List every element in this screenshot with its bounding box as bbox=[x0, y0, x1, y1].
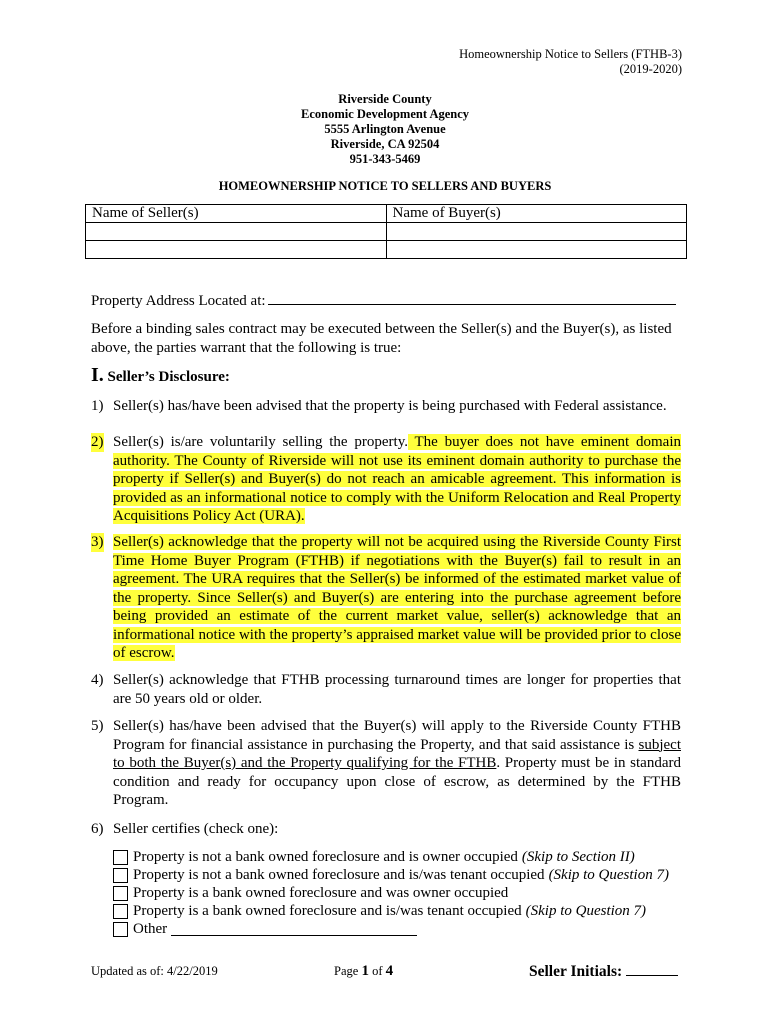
page-indicator bbox=[334, 963, 393, 980]
option-row bbox=[113, 866, 669, 884]
option-skip-note: (Skip to Question 7) bbox=[548, 866, 669, 883]
agency-block bbox=[0, 92, 770, 167]
option-skip-note: (Skip to Question 7) bbox=[525, 902, 647, 919]
option-row bbox=[113, 902, 669, 920]
section-numeral: I. bbox=[91, 364, 104, 386]
seller-name-header: Name of Seller(s) bbox=[86, 205, 387, 223]
page-prefix: Page bbox=[334, 964, 359, 978]
property-address-field[interactable] bbox=[268, 290, 676, 305]
item-text-underlined: subject to both the Buyer(s) and the Property qualifying for the FTHB bbox=[113, 736, 681, 771]
buyer-name-header: Name of Buyer(s) bbox=[386, 205, 687, 223]
agency-phone: 951-343-5469 bbox=[349, 152, 421, 166]
seller-name-field[interactable] bbox=[86, 241, 387, 259]
other-checkbox[interactable] bbox=[113, 922, 128, 937]
item-text-highlighted: The buyer does not have eminent domain authority. The County of Riverside will not use its eminent domain authority to purchase the property if Seller(s) and Buyer(s) do not reach an amicable agreement. This information is provided as an informational notice to comply with the Uniform Relocation and Real Property Acquisitions Policy Act (URA). bbox=[113, 434, 681, 524]
document-title: HOMEOWNERSHIP NOTICE TO SELLERS AND BUYERS bbox=[218, 179, 552, 193]
agency-name: Economic Development Agency bbox=[300, 107, 470, 121]
intro-paragraph: Before a binding sales contract may be executed between the Seller(s) and the Buyer(s), as listed above, the parties warrant that the following is true: bbox=[91, 321, 672, 356]
names-header-row bbox=[86, 205, 687, 223]
section-heading bbox=[91, 364, 230, 387]
page-number: 1 bbox=[361, 963, 369, 979]
other-text-field[interactable] bbox=[171, 922, 417, 936]
page-of: of bbox=[372, 964, 383, 978]
names-row bbox=[86, 241, 687, 259]
form-name: Homeownership Notice to Sellers (FTHB-3) bbox=[459, 47, 682, 61]
item-number: 4) bbox=[91, 672, 104, 688]
option-row-other bbox=[113, 920, 669, 938]
disclosure-item-6 bbox=[91, 820, 681, 839]
option-row bbox=[113, 884, 669, 902]
disclosure-item-1 bbox=[91, 397, 681, 416]
option-checkbox[interactable] bbox=[113, 904, 128, 919]
disclosure-item-2 bbox=[91, 433, 681, 526]
option-label: Property is a bank owned foreclosure and was owner occupied bbox=[133, 884, 509, 901]
item-number: 3) bbox=[91, 534, 104, 550]
form-header bbox=[459, 47, 682, 77]
buyer-name-field[interactable] bbox=[386, 241, 687, 259]
form-years: (2019-2020) bbox=[619, 62, 682, 76]
disclosure-item-3 bbox=[91, 533, 681, 663]
option-checkbox[interactable] bbox=[113, 868, 128, 883]
item-text bbox=[113, 533, 681, 663]
item-number: 6) bbox=[91, 821, 104, 837]
property-address-row bbox=[91, 290, 676, 310]
seller-initials bbox=[529, 961, 678, 981]
buyer-name-field[interactable] bbox=[386, 223, 687, 241]
option-checkbox[interactable] bbox=[113, 886, 128, 901]
agency-city: Riverside, CA 92504 bbox=[330, 137, 440, 151]
item-number: 2) bbox=[91, 434, 104, 450]
item-number: 1) bbox=[91, 398, 104, 414]
option-label: Property is not a bank owned foreclosure and is/was tenant occupied bbox=[133, 866, 545, 883]
seller-initials-label: Seller Initials: bbox=[529, 963, 623, 980]
updated-date: Updated as of: 4/22/2019 bbox=[91, 964, 218, 978]
option-skip-note: (Skip to Section II) bbox=[521, 848, 635, 865]
names-row bbox=[86, 223, 687, 241]
item-text: Seller(s) acknowledge that FTHB processing turnaround times are longer for properties that are 50 years old or older. bbox=[113, 672, 681, 707]
item-text-plain: . Property must be in standard condition and ready for occupancy upon close of escrow, as determined by the FTHB Program. bbox=[113, 755, 681, 808]
item-text-plain: Seller(s) is/are voluntarily selling the property. bbox=[113, 434, 408, 450]
item-text: Seller certifies (check one): bbox=[113, 821, 279, 837]
option-label: Property is a bank owned foreclosure and is/was tenant occupied bbox=[133, 902, 522, 919]
item-text bbox=[113, 433, 681, 526]
section-title: Seller’s Disclosure: bbox=[107, 369, 230, 385]
names-table bbox=[85, 204, 687, 259]
option-label: Property is not a bank owned foreclosure and is owner occupied bbox=[133, 848, 518, 865]
seller-name-field[interactable] bbox=[86, 223, 387, 241]
other-label: Other bbox=[133, 920, 168, 937]
item-text-plain: Seller(s) has/have been advised that the Buyer(s) will apply to the Riverside County FTHB Program for financial assistance in purchasing the Property, and that said assistance is bbox=[113, 718, 681, 753]
page-total: 4 bbox=[385, 963, 394, 979]
agency-street: 5555 Arlington Avenue bbox=[324, 122, 446, 136]
seller-initials-field[interactable] bbox=[626, 961, 678, 976]
item-number: 5) bbox=[91, 718, 104, 734]
option-checkbox[interactable] bbox=[113, 850, 128, 865]
disclosure-item-5 bbox=[91, 717, 681, 810]
disclosure-item-4 bbox=[91, 671, 681, 708]
option-row bbox=[113, 848, 669, 866]
item-text bbox=[113, 717, 681, 810]
item-text-highlighted: Seller(s) acknowledge that the property will not be acquired using the Riverside County First Time Home Buyer Program (FTHB) if negotiations with the Buyer(s) fail to result in an agreement. The URA requires that the Seller(s) be informed of the estimated market value of the property. Since Seller(s) and Buyer(s) are entering into the purchase agreement before being provided an estimate of the current market value, seller(s) acknowledge that an informational notice with the property’s appraised market value will be provided prior to close of escrow. bbox=[113, 534, 681, 661]
agency-county: Riverside County bbox=[338, 92, 432, 106]
property-address-label: Property Address Located at: bbox=[91, 293, 266, 309]
seller-certification-options bbox=[113, 848, 669, 938]
item-text: Seller(s) has/have been advised that the property is being purchased with Federal assistance. bbox=[113, 398, 667, 414]
